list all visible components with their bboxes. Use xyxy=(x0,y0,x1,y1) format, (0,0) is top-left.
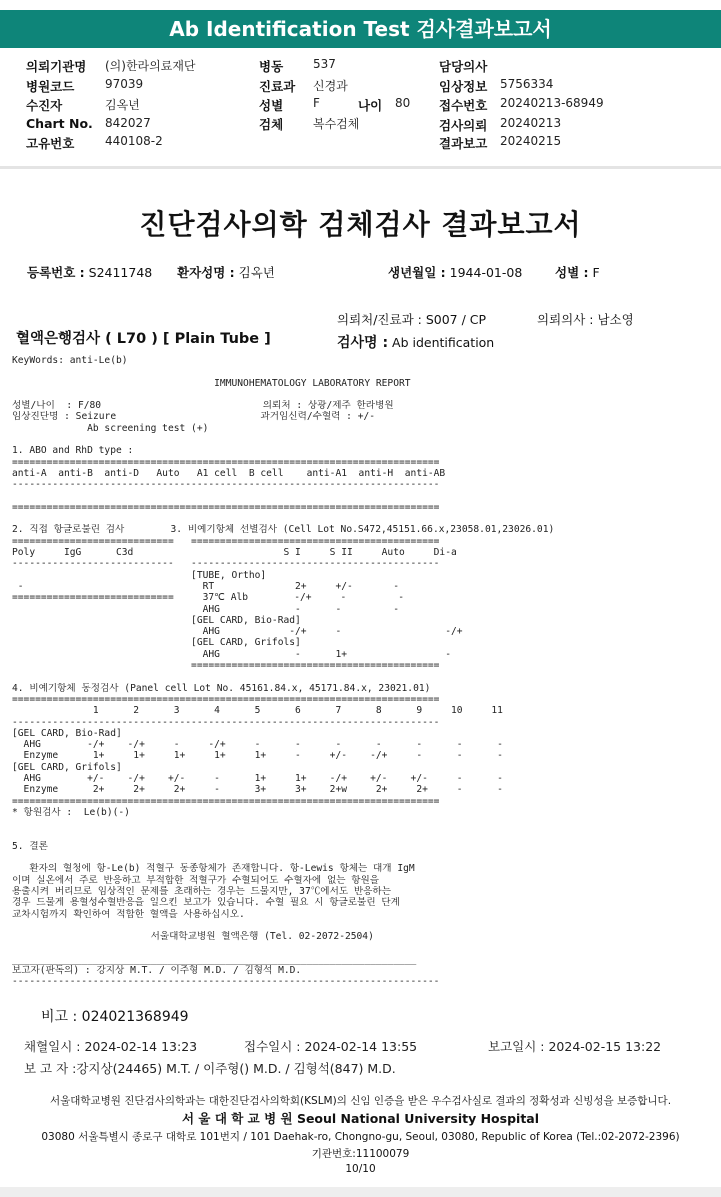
report-line: 서울대학교병원 혈액은행 (Tel. 02-2072-2504) xyxy=(12,931,374,943)
report-line xyxy=(12,389,712,400)
report-line: AHG - 1+ - xyxy=(12,648,451,660)
report-line: 경우 드물게 용혈성수혈반응을 일으킨 보고가 있습니다. 수혈 필요 시 항글로불린 단계 xyxy=(12,897,400,909)
value-clinical-info: 5756334 xyxy=(500,77,554,91)
hospital-address: 03080 서울특별시 종로구 대학로 101번지 / 101 Daehak-ro, Chongno-gu, Seoul, 03080, Republic of Korea (Tel.:02-2072-2396) xyxy=(41,1131,680,1143)
request-dept: 의뢰처/진료과 : S007 / CP xyxy=(337,312,487,327)
report-line: [GEL CARD, Grifols] xyxy=(12,761,122,773)
report-line: [GEL CARD, Grifols] xyxy=(12,637,301,649)
value-specimen: 복수검체 xyxy=(313,117,360,131)
report-line xyxy=(12,942,712,953)
patient-sex: 성별 : F xyxy=(555,265,600,280)
report-line: 이며 실온에서 주로 반응하고 부적합한 적혈구가 수혈되어도 수혈자에 없는 항원을 xyxy=(12,874,380,886)
value-examinee: 김옥년 xyxy=(105,98,140,112)
value-chart-no: 842027 xyxy=(105,116,151,130)
label-unique-no: 고유번호 xyxy=(26,136,75,151)
value-test-requested: 20240213 xyxy=(500,116,562,130)
report-line xyxy=(12,491,712,502)
report-line: [GEL CARD, Bio-Rad] xyxy=(12,614,301,626)
page-number: 10/10 xyxy=(345,1163,376,1175)
report-line: 1 2 3 4 5 6 7 8 9 10 11 xyxy=(12,705,503,717)
report-line: IMMUNOHEMATOLOGY LABORATORY REPORT xyxy=(12,377,411,389)
report-line: ========================================================================== xyxy=(12,693,440,705)
report-line: ========================================================================== xyxy=(12,501,440,513)
report-line: [GEL CARD, Bio-Rad] xyxy=(12,727,122,739)
report-line: 보고자(판독의) : 강지상 M.T. / 이주형 M.D. / 김형석 M.D. xyxy=(12,965,302,977)
label-hospital-code: 병원코드 xyxy=(26,79,75,94)
report-line: - RT 2+ +/- - xyxy=(12,580,399,592)
report-line: 용출시켜 버리므로 임상적인 문제를 초래하는 경우는 드물지만, 37℃에서도 반응하는 xyxy=(12,885,391,897)
report-line: 4. 비예기항체 동정검사 (Panel cell Lot No. 45161.84.x, 45171.84.x, 23021.01) xyxy=(12,682,431,694)
report-line: * 항원검사 : Le(b)(-) xyxy=(12,806,130,818)
value-accession-no: 20240213-68949 xyxy=(500,96,604,110)
report-line: 1. ABO and RhD type : xyxy=(12,445,134,457)
report-line: 성별/나이 : F/80 의뢰처 : 상광/제주 한라병원 xyxy=(12,400,394,412)
report-line: =========================================== xyxy=(12,660,440,672)
certification-statement: 서울대학교병원 진단검사의학과는 대한진단검사의학회(KSLM)의 신임 인증을 받은 우수검사실로 결과의 정확성과 신빙성을 보증합니다. xyxy=(49,1095,672,1107)
report-line xyxy=(12,671,712,682)
label-accession-no: 접수번호 xyxy=(439,98,488,113)
header-divider xyxy=(0,166,721,169)
report-line: 임상진단명 : Seizure 과거임신력/수혈력 : +/- xyxy=(12,411,376,423)
report-line xyxy=(12,513,712,524)
report-line xyxy=(12,434,712,445)
patient-name: 환자성명 : 김옥년 xyxy=(177,265,275,280)
value-department: 신경과 xyxy=(313,79,348,93)
report-line: ========================================================================== xyxy=(12,456,440,468)
collection-time: 채혈일시 : 2024-02-14 13:23 xyxy=(24,1039,198,1054)
report-line: Ab screening test (+) xyxy=(12,422,209,434)
report-line: -------------------------------------------------------------------------- xyxy=(12,479,440,491)
institution-number: 기관번호:11100079 xyxy=(311,1148,410,1160)
report-line xyxy=(12,366,712,377)
report-line: ______________________________________________________________________ xyxy=(12,953,417,965)
remarks: 비고 : 024021368949 xyxy=(41,1009,189,1025)
label-sex: 성별 xyxy=(259,98,284,113)
value-requesting-institution: (의)한라의료재단 xyxy=(105,59,196,73)
label-test-requested: 검사의뢰 xyxy=(439,118,488,133)
label-chart-no: Chart No. xyxy=(26,116,93,131)
report-line xyxy=(12,920,712,931)
report-line: 환자의 혈청에 항-Le(b) 적혈구 동종항체가 존재합니다. 항-Lewis 항체는 대개 IgM xyxy=(12,863,415,875)
value-result-reported: 20240215 xyxy=(500,134,562,148)
label-age: 나이 xyxy=(358,98,383,113)
report-time: 보고일시 : 2024-02-15 13:22 xyxy=(488,1039,662,1054)
receipt-time: 접수일시 : 2024-02-14 13:55 xyxy=(244,1039,418,1054)
report-line: 5. 결론 xyxy=(12,840,48,852)
label-clinical-info: 임상정보 xyxy=(439,79,488,94)
label-specimen: 검체 xyxy=(259,117,284,132)
report-line xyxy=(12,818,712,829)
report-line: ========================================================================== xyxy=(12,795,440,807)
specimen-title: 혈액은행검사 ( L70 ) [ Plain Tube ] xyxy=(16,331,271,347)
reporter: 보 고 자 :강지상(24465) M.T. / 이주형() M.D. / 김형석(847) M.D. xyxy=(24,1061,396,1076)
report-line: AHG - - - xyxy=(12,603,399,615)
patient-reg-no: 등록번호 : S2411748 xyxy=(27,265,153,280)
label-department: 진료과 xyxy=(259,79,296,94)
report-line: AHG +/- -/+ +/- - 1+ 1+ -/+ +/- +/- - - xyxy=(12,772,503,784)
report-line: Enzyme 2+ 2+ 2+ - 3+ 3+ 2+w 2+ 2+ - - xyxy=(12,784,503,796)
label-examinee: 수진자 xyxy=(26,98,63,113)
report-line: ============================ 37℃ Alb -/+ - - xyxy=(12,592,404,604)
report-line: 2. 직접 항글로불린 검사 3. 비예기항체 선별검사 (Cell Lot No.S472,45151.66.x,23058.01,23026.01) xyxy=(12,524,555,536)
report-line: KeyWords: anti-Le(b) xyxy=(12,355,128,366)
exam-name: 검사명 : Ab identification xyxy=(337,335,495,351)
report-line: 교차시험까지 확인하여 적합한 혈액을 사용하십시오. xyxy=(12,908,245,920)
label-requesting-institution: 의뢰기관명 xyxy=(26,59,87,74)
label-result-reported: 결과보고 xyxy=(439,136,488,151)
report-line: -------------------------------------------------------------------------- xyxy=(12,716,440,728)
report-line xyxy=(12,852,712,863)
value-hospital-code: 97039 xyxy=(105,77,144,91)
value-age: 80 xyxy=(395,96,411,110)
patient-dob: 생년월일 : 1944-01-08 xyxy=(388,265,523,280)
label-ward: 병동 xyxy=(259,59,284,74)
request-doctor: 의뢰의사 : 남소영 xyxy=(537,312,634,327)
report-line: Poly IgG C3d S I S II Auto Di-a xyxy=(12,547,457,559)
report-title: 진단검사의학 검체검사 결과보고서 xyxy=(139,208,582,241)
report-line: -------------------------------------------------------------------------- xyxy=(12,976,440,988)
report-line: AHG -/+ -/+ - -/+ - - - - - - - xyxy=(12,739,503,751)
hospital-name: 서 울 대 학 교 병 원 Seoul National University Hospital xyxy=(181,1111,540,1126)
report-line: [TUBE, Ortho] xyxy=(12,569,267,581)
report-line: Enzyme 1+ 1+ 1+ 1+ 1+ - +/- -/+ - - - xyxy=(12,750,503,762)
value-sex: F xyxy=(313,96,320,110)
report-line: ============================ =========================================== xyxy=(12,535,440,547)
value-ward: 537 xyxy=(313,57,336,71)
report-line: AHG -/+ - -/+ xyxy=(12,626,463,638)
page-bottom-bar xyxy=(0,1187,721,1197)
report-line xyxy=(12,829,712,840)
lab-report-text xyxy=(12,355,712,988)
label-attending-physician: 담당의사 xyxy=(439,59,488,74)
value-unique-no: 440108-2 xyxy=(105,134,163,148)
report-banner-title: Ab Identification Test 검사결과보고서 xyxy=(0,10,721,48)
report-line: ---------------------------- ------------------------------------------- xyxy=(12,558,440,570)
report-line: anti-A anti-B anti-D Auto A1 cell B cell anti-A1 anti-H anti-AB xyxy=(12,467,446,479)
